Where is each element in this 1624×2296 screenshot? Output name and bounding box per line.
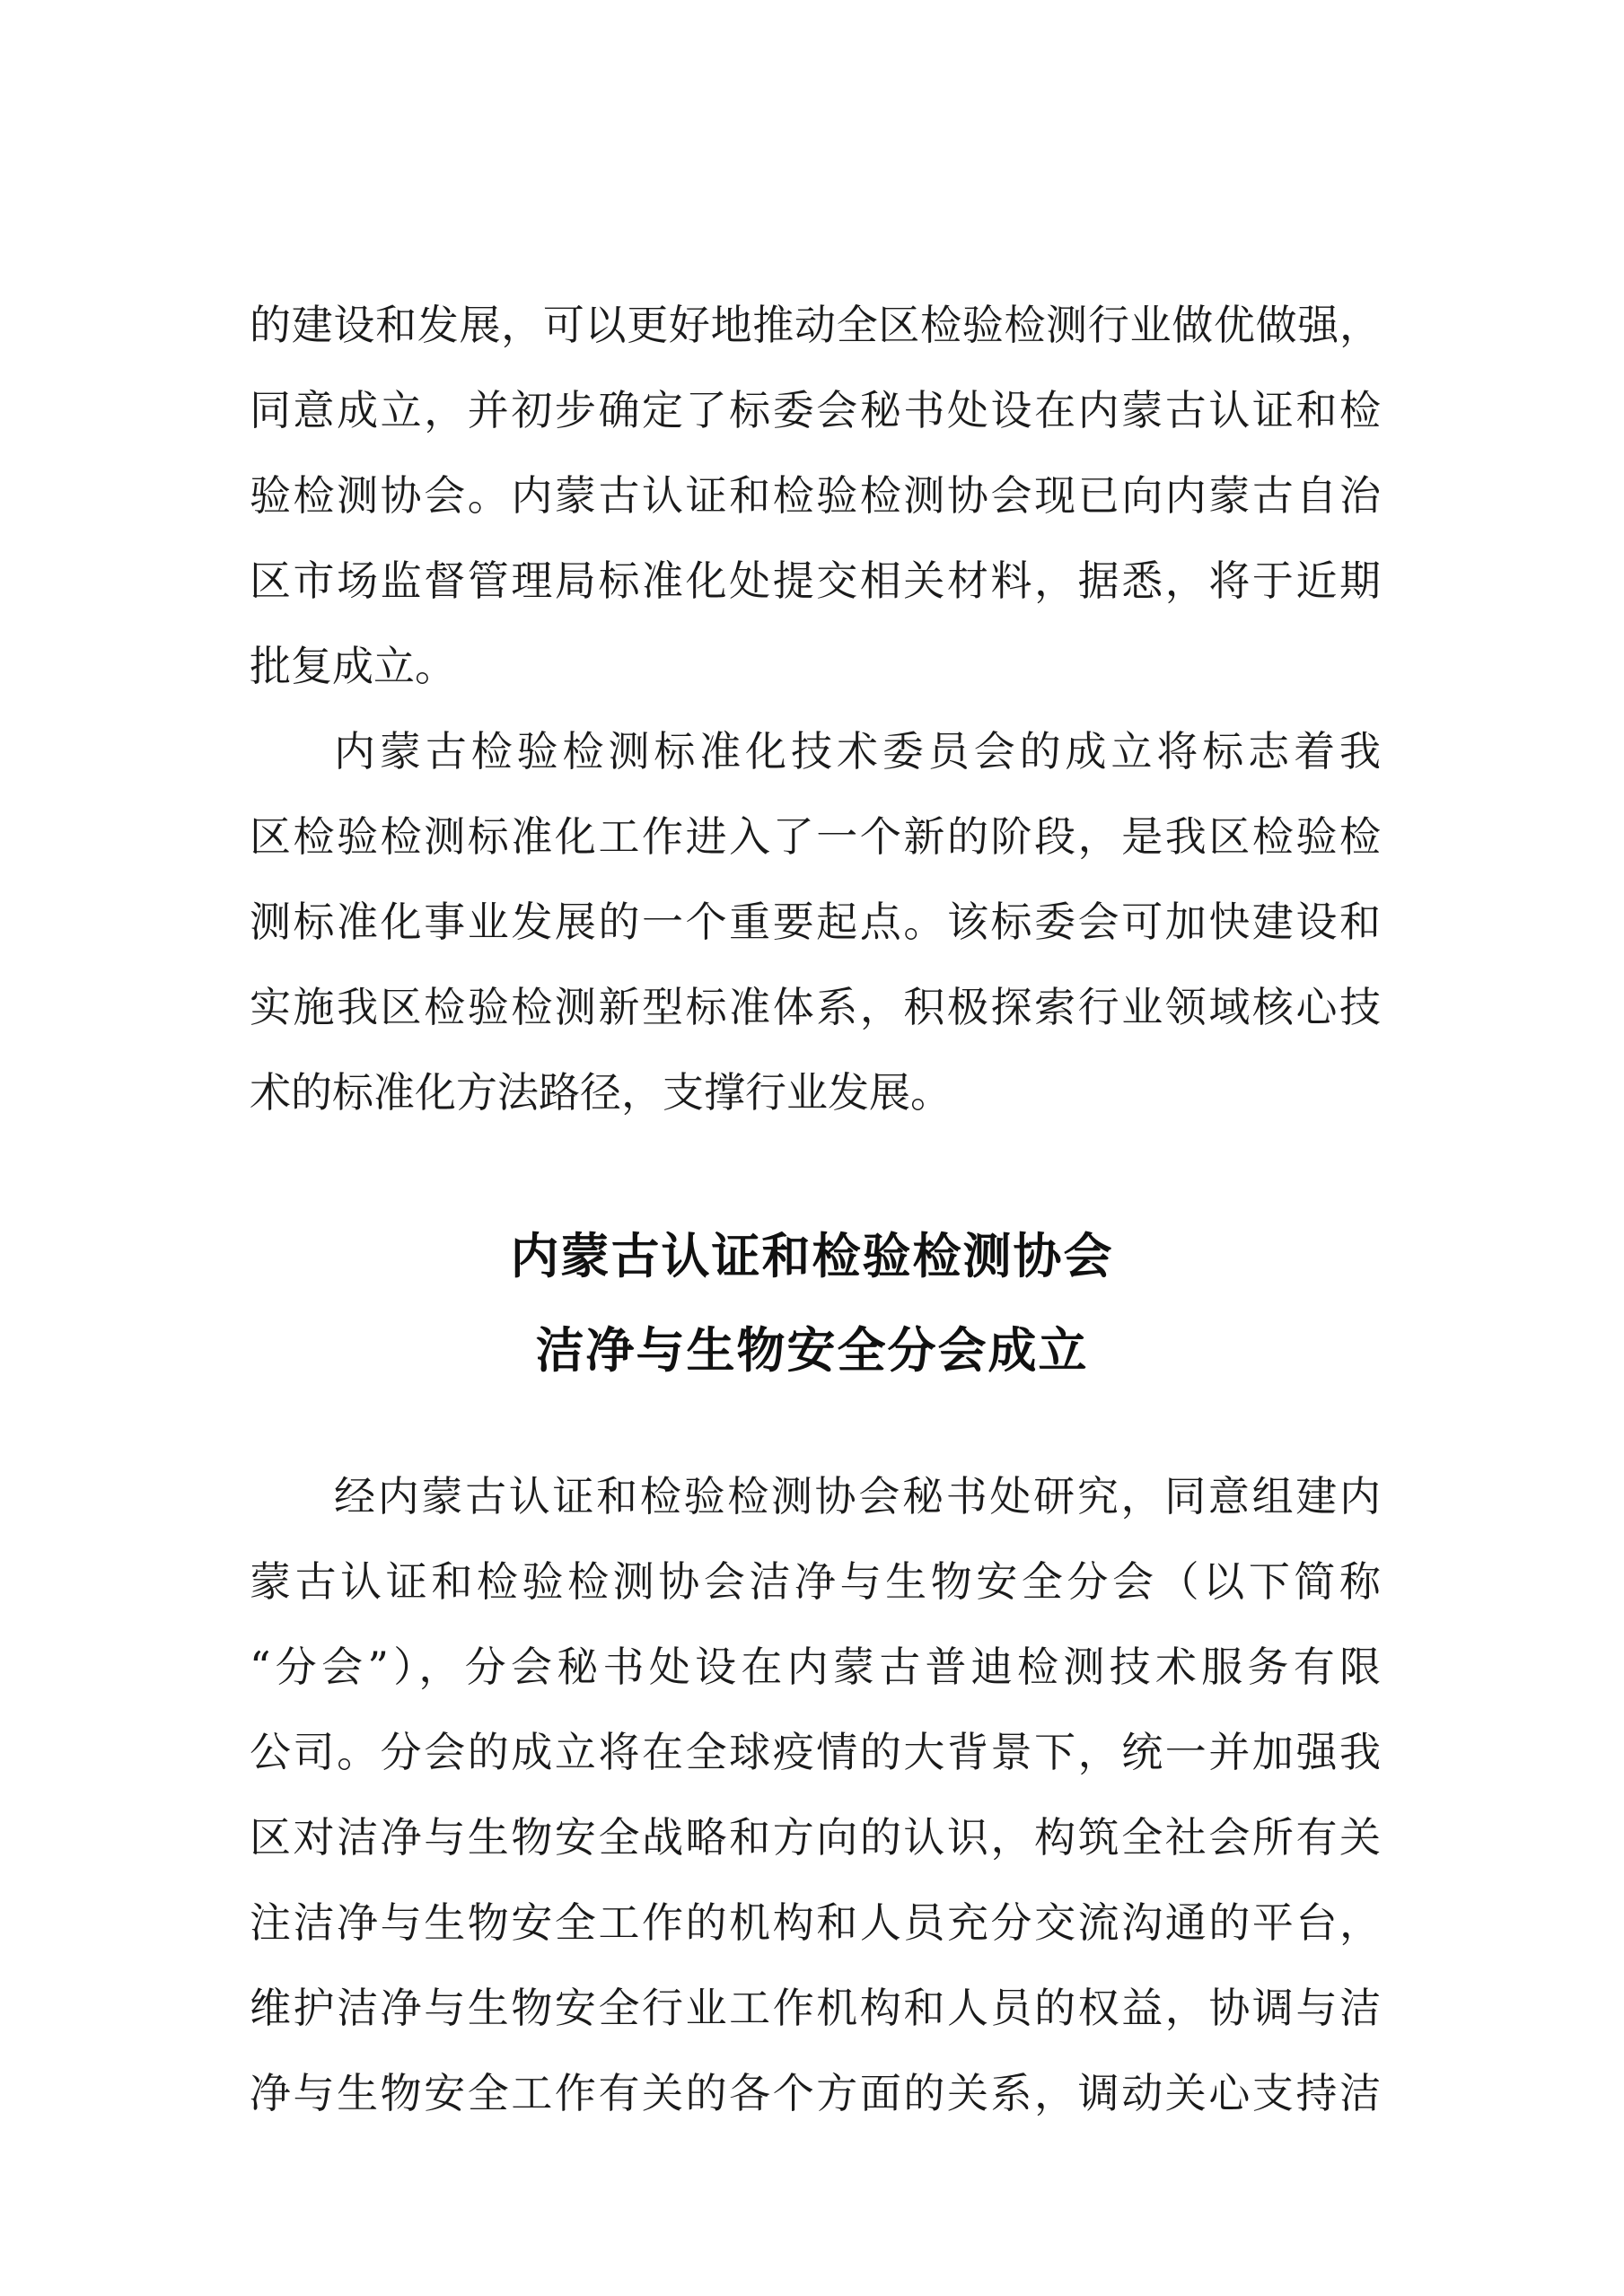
paragraph-3-line-6: 注洁净与生物安全工作的机构和人员充分交流沟通的平台， (250, 1898, 1381, 1947)
section-heading-line-2: 洁净与生物安全分会成立 (535, 1322, 1089, 1379)
paragraph-1-line-1: 的建设和发展，可以更好地推动全区检验检测行业做优做强， (250, 301, 1381, 349)
paragraph-3-line-2: 蒙古认证和检验检测协会洁净与生物安全分会（以下简称 (250, 1557, 1381, 1606)
paragraph-3-line-3: “分会”），分会秘书处设在内蒙古普迪检测技术服务有限 (250, 1643, 1381, 1691)
paragraph-3-line-7: 维护洁净与生物安全行业工作机构和人员的权益，协调与洁 (250, 1984, 1381, 2032)
paragraph-3-line-5: 区对洁净与生物安全战略和方向的认识，构筑全社会所有关 (250, 1813, 1381, 1862)
paragraph-3-line-1: 经内蒙古认证和检验检测协会秘书处研究，同意组建内 (334, 1472, 1381, 1520)
paragraph-1-line-4: 区市场监督管理局标准化处提交相关材料，据悉，将于近期 (250, 556, 1381, 605)
paragraph-3-line-4: 公司。分会的成立将在全球疫情的大背景下，统一并加强我 (250, 1728, 1381, 1776)
paragraph-3-line-8: 净与生物安全工作有关的各个方面的关系，调动关心支持洁 (250, 2069, 1381, 2117)
paragraph-2-line-4: 实施我区检验检测新型标准体系，积极探索行业领域核心技 (250, 983, 1381, 1031)
paragraph-1-line-2: 同意成立，并初步确定了标委会秘书处设在内蒙古认证和检 (250, 386, 1381, 434)
paragraph-1-line-5: 批复成立。 (250, 642, 456, 690)
section-heading-line-1: 内蒙古认证和检验检测协会 (510, 1228, 1114, 1284)
paragraph-2-line-5: 术的标准化方法路径，支撑行业发展。 (250, 1068, 952, 1117)
paragraph-1-line-3: 验检测协会。内蒙古认证和检验检测协会现已向内蒙古自治 (250, 471, 1381, 520)
paragraph-2-line-3: 测标准化事业发展的一个重要起点。该标委会可加快建设和 (250, 898, 1381, 946)
paragraph-2-line-2: 区检验检测标准化工作进入了一个新的阶段，是我区检验检 (250, 812, 1381, 861)
paragraph-2-line-1: 内蒙古检验检测标准化技术委员会的成立将标志着我 (334, 727, 1381, 776)
